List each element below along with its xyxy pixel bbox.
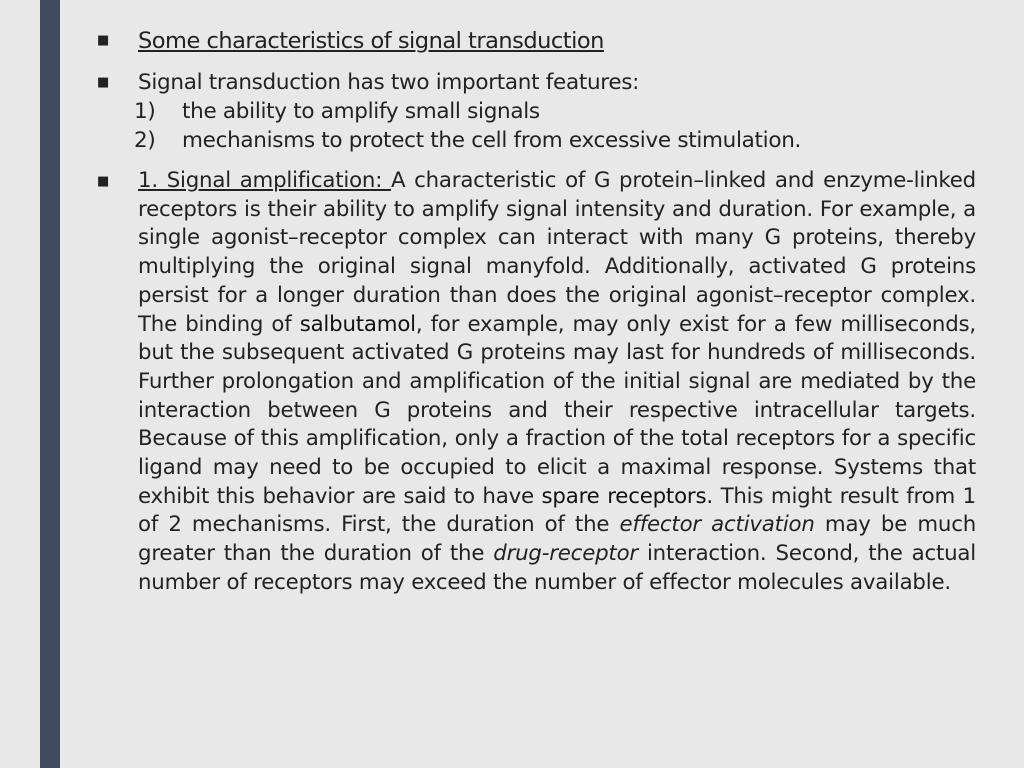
- emphasis-text: effector activation: [619, 512, 815, 538]
- intro-text: Signal transduction has two important features:: [138, 70, 640, 95]
- paragraph-text: A characteristic of G protein–linked and enzyme-linked receptors is their ability to amplify signal intensity and duration. For example, a single agonist–receptor complex can interact with many G proteins, thereby multiplying the original signal manyfold. Additionally, activated G proteins persist for a longer duration than does the original agonist–receptor complex. The binding of: [138, 168, 976, 337]
- list-marker: 2): [134, 128, 156, 153]
- paragraph-text: , for example, may only exist for a few milliseconds, but the subsequent activated G proteins may last for hundreds of milliseconds. Further prolongation and amplification of the initial signal are mediated by the interaction between G proteins and their respective intracellular targets. Because of this amplification, only a fraction of the total receptors for a specific ligand may need to be occupied to elicit a maximal response. Systems that exhibit this behavior are said to have: [138, 311, 976, 509]
- slide-content: [97, 26, 977, 598]
- key-term: spare receptors.: [541, 483, 713, 509]
- paragraph-heading: 1. Signal amplification:: [138, 168, 391, 193]
- paragraph-text: This might result from 1 of 2 mechanisms. First, the duration of the: [138, 483, 976, 538]
- list-item: [134, 126, 977, 155]
- features-list: [134, 97, 977, 155]
- list-item: [134, 97, 977, 126]
- decorative-side-bar: [40, 0, 60, 768]
- square-bullet-icon: ■: [97, 174, 110, 189]
- square-bullet-icon: ■: [97, 33, 110, 48]
- list-item-text: mechanisms to protect the cell from excessive stimulation.: [182, 128, 802, 153]
- title-row: [97, 26, 977, 56]
- paragraph-text: interaction. Second, the actual number of receptors may exceed the number of effector molecules available.: [138, 541, 976, 595]
- drug-name: salbutamol: [299, 311, 416, 337]
- amplification-row: [97, 167, 977, 598]
- intro-row: [97, 68, 977, 97]
- list-marker: 1): [134, 99, 156, 124]
- emphasis-text: drug-receptor: [493, 541, 638, 567]
- paragraph-text: may be much greater than the duration of the: [138, 512, 977, 567]
- square-bullet-icon: ■: [97, 75, 110, 90]
- amplification-paragraph: [138, 167, 976, 598]
- list-item-text: the ability to amplify small signals: [182, 99, 540, 124]
- slide-title: Some characteristics of signal transduction: [138, 28, 604, 54]
